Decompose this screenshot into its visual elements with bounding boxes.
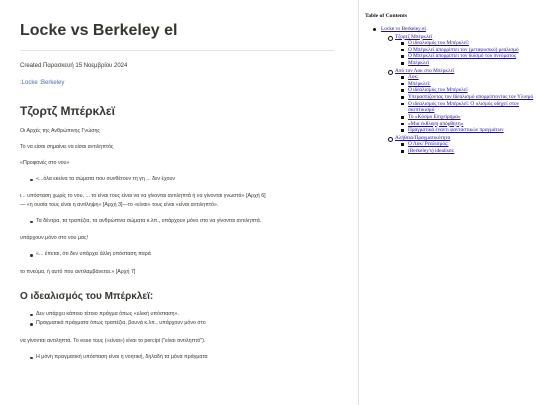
toc-sublist [395, 74, 536, 133]
list-item: Τα δέντρα, τα τραπέζια, τα ανθρώπινα σώματα κ.λπ., υπάρχουν μόνο στο να γίνονται αντιληπτά. [30, 217, 352, 227]
toc-link[interactable]: Ο ιδεαλισμός του Μπέρκλεϊ [408, 87, 468, 94]
toc-item [408, 40, 536, 47]
created-date: Created Παρασκευή 15 Νοεμβρίου 2024 [20, 63, 128, 69]
toc-item [408, 60, 536, 67]
paragraph: ι... υπόσταση χωρίς το νου, ... το είναι τους είναι να να γίνονται αντιληπτά ή να γίνονται γνωστά» [Αρχή 6] [20, 193, 266, 200]
toc-item [408, 141, 536, 148]
bullet-list [20, 310, 352, 329]
toc-item [408, 74, 536, 81]
toc-link[interactable]: (Berkeley's) idealism: [408, 147, 455, 154]
toc-link[interactable]: Το «Κόσμο Επιχείρημα» [408, 113, 461, 120]
list-item: Πραγματικά πράγματα όπως τραπέζια, βουνά κ.λπ., υπάρχουν μόνο στο [30, 319, 352, 329]
list-item: Δεν υπάρχει κάποιο τέτοιο πράγμα όπως «υλική υπόσταση». [30, 310, 352, 320]
toc-link[interactable]: Από τον Λοκ στο Μπέρκλεϊ [395, 67, 455, 74]
toc-item [408, 94, 536, 101]
paragraph: Οι Αρχές της Ανθρώπινης Γνώσης [20, 128, 100, 134]
toc-item-section [395, 34, 536, 67]
toc-item [408, 53, 536, 60]
toc-item [408, 127, 536, 134]
toc-title: Table of Contents [365, 13, 408, 19]
page-tags[interactable]: :Locke :Berkeley [20, 80, 65, 86]
toc-item [408, 148, 536, 155]
toc-item [408, 114, 536, 121]
bullet-list [20, 217, 352, 227]
toc-link[interactable]: Ο Λοκ/ Ρεαλισμός: [408, 141, 449, 148]
title-divider [20, 50, 334, 51]
toc-link[interactable]: Υπερασπίζοντας τον Ιδεαλισμό απορρίπτοντας τον Υλισμό [408, 94, 534, 101]
toc-link[interactable]: Ο ιδεαλισμός του Μπέρκλεϊ: Ο υλισμός οδηγεί στον σκεπτικισμό [408, 100, 520, 114]
paragraph: υπάρχουν μόνο στο νου μας! [20, 235, 89, 242]
list-item: «... έπεται, ότι δεν υπάρχει άλλη υπόσταση παρά [30, 250, 352, 260]
paragraph: «Προφανές στο νου» [20, 159, 70, 166]
toc-item [408, 47, 536, 54]
toc-link[interactable]: Τζορτζ Μπέρκλεϊ [395, 33, 433, 40]
toc-link[interactable]: Λοκ: [408, 74, 419, 81]
heading-idealism: Ο ιδεαλισμός του Μπέρκλεϊ: [20, 290, 154, 302]
bullet-list [20, 353, 352, 363]
toc-item [408, 101, 536, 114]
paragraph: το πνεύμα, ή αυτό που αντιλαμβάνεται.» [Αρχή 7] [20, 268, 136, 275]
toc-link[interactable]: Locke vs Berkeley el [381, 26, 426, 32]
toc-item-root [381, 26, 536, 155]
toc-link[interactable]: Πραγματικά έναντι φανταστικών πραγμάτων [408, 127, 504, 134]
toc-link[interactable]: Ο Μπέρκλεϊ απορρίπτει τον δυϊσμό του πνεύματος [408, 53, 517, 60]
paragraph: να γίνονται αντιληπτά. Το esse τους («είναι») είναι το percipi ("είναι αντιληπτό"). [20, 337, 206, 344]
toc-sublist [395, 141, 536, 154]
bullet-list [20, 250, 352, 260]
bullet-list [20, 175, 352, 185]
toc-link[interactable]: «Μια έκθλιψη απόρθητη» [408, 120, 464, 127]
toc-sublist [381, 34, 536, 155]
toc-link[interactable]: Μπέρκλεϊ: [408, 80, 431, 87]
toc-link[interactable]: Ο Μπέρκλεϊ απορρίπτει τον (μεταφυσικό) ρεαλισμό [408, 46, 519, 53]
paragraph: Το να είσαι σημαίνει να είσαι αντιληπτός [20, 143, 114, 150]
toc-link[interactable]: Αλήθεια/Πραγματικότητα [395, 134, 451, 141]
toc-item [408, 81, 536, 88]
paragraph: — «η ουσία τους είναι η αντίληψη» [Αρχή 3]—το «είναι» τους είναι «είναι αντιληπτό». [20, 202, 219, 209]
list-item: «...όλα εκείνα τα σώματα που συνθέτουν τη γη ... δεν έχουν [30, 175, 352, 185]
toc-item [408, 121, 536, 128]
toc-item-section [395, 135, 536, 155]
page-title: Locke vs Berkeley el [20, 22, 178, 39]
toc-item-section [395, 68, 536, 134]
table-of-contents [358, 0, 540, 405]
toc-list [365, 26, 536, 155]
toc-link[interactable]: Μπέρκλεϊ [408, 60, 430, 67]
toc-sublist [395, 40, 536, 66]
toc-link[interactable]: Ο ιδεαλισμός του Μπέρκλεϊ: [408, 40, 470, 47]
list-item: Η μόνη πραγματική υπόσταση είναι η νοητική, δηλαδή τα μόνα πράγματα [30, 353, 352, 363]
heading-berkeley: Τζορτζ Μπέρκλεϊ [20, 104, 115, 118]
